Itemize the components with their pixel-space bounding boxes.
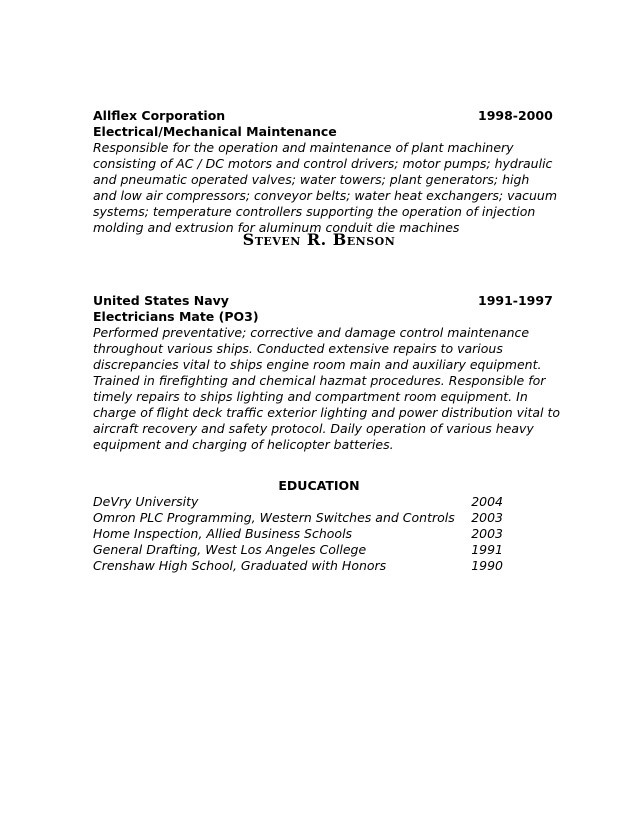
job-description bbox=[93, 325, 561, 453]
education-school: DeVry University bbox=[93, 494, 199, 509]
page-header-name: Steven R. Benson bbox=[242, 230, 396, 249]
job-years: 1991-1997 bbox=[478, 293, 553, 308]
description-line: and pneumatic operated valves; water towers; plant generators; high bbox=[93, 172, 530, 187]
description-line: Performed preventative; corrective and damage control maintenance bbox=[93, 325, 530, 340]
description-line: systems; temperature controllers supporting the operation of injection bbox=[93, 204, 536, 219]
education-school: Crenshaw High School, Graduated with Honors bbox=[93, 558, 387, 573]
job-description bbox=[93, 140, 558, 236]
description-line: Responsible for the operation and maintenance of plant machinery bbox=[93, 140, 514, 155]
education-year: 2003 bbox=[471, 526, 503, 541]
job-company: United States Navy bbox=[93, 293, 229, 308]
job-title: Electrical/Mechanical Maintenance bbox=[93, 124, 337, 139]
description-line: discrepancies vital to ships engine room main and auxiliary equipment. bbox=[93, 357, 542, 372]
education-year: 1990 bbox=[471, 558, 503, 573]
description-line: molding and extrusion for aluminum conduit die machines bbox=[93, 220, 460, 235]
description-line: charge of flight deck traffic exterior lighting and power distribution vital to bbox=[93, 405, 561, 420]
description-line: consisting of AC / DC motors and control drivers; motor pumps; hydraulic bbox=[93, 156, 553, 171]
education-item bbox=[93, 558, 513, 574]
description-line: Trained in firefighting and chemical hazmat procedures. Responsible for bbox=[93, 373, 546, 388]
job-years: 1998-2000 bbox=[478, 108, 553, 123]
education-item bbox=[93, 526, 513, 542]
job-company: Allflex Corporation bbox=[93, 108, 226, 123]
education-item bbox=[93, 510, 513, 526]
education-year: 1991 bbox=[471, 542, 503, 557]
education-school: Omron PLC Programming, Western Switches and Controls bbox=[93, 510, 455, 525]
description-line: timely repairs to ships lighting and compartment room equipment. In bbox=[93, 389, 528, 404]
description-line: throughout various ships. Conducted extensive repairs to various bbox=[93, 341, 503, 356]
education-item bbox=[93, 494, 513, 510]
description-line: aircraft recovery and safety protocol. Daily operation of various heavy bbox=[93, 421, 534, 436]
job-title: Electricians Mate (PO3) bbox=[93, 309, 259, 324]
description-line: and low air compressors; conveyor belts; water heat exchangers; vacuum bbox=[93, 188, 558, 203]
description-line: equipment and charging of helicopter batteries. bbox=[93, 437, 394, 452]
education-year: 2004 bbox=[471, 494, 503, 509]
education-item bbox=[93, 542, 513, 558]
education-school: General Drafting, West Los Angeles College bbox=[93, 542, 367, 557]
education-year: 2003 bbox=[471, 510, 503, 525]
education-heading: EDUCATION bbox=[278, 478, 360, 493]
education-school: Home Inspection, Allied Business Schools bbox=[93, 526, 353, 541]
